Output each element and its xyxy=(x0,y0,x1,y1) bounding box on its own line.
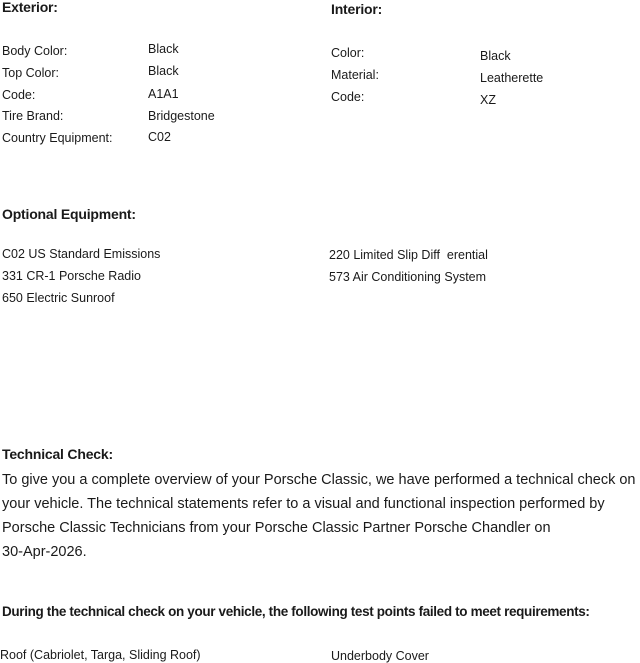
exterior-heading: Exterior: xyxy=(2,0,58,15)
paragraph-line: your vehicle. The technical statements refer to a visual and functional inspection performed by xyxy=(2,496,605,512)
exterior-label: Country Equipment: xyxy=(2,131,113,145)
failed-point-item: Roof (Cabriolet, Targa, Sliding Roof) xyxy=(0,648,201,662)
interior-value: Leatherette xyxy=(480,71,544,85)
interior-value: Black xyxy=(480,49,511,63)
exterior-value: Bridgestone xyxy=(148,109,215,123)
paragraph-line: 30-Apr-2026. xyxy=(2,544,87,560)
interior-label: Code: xyxy=(331,90,365,104)
interior-value: XZ xyxy=(480,93,496,107)
exterior-label: Tire Brand: xyxy=(2,109,64,123)
interior-heading: Interior: xyxy=(331,1,383,17)
exterior-value: Black xyxy=(148,64,179,78)
failed-point-item: Underbody Cover xyxy=(331,649,429,663)
exterior-value: C02 xyxy=(148,130,171,144)
equipment-item: 220 Limited Slip Diff erential xyxy=(329,248,488,262)
paragraph-line: Porsche Classic Technicians from your Porsche Classic Partner Porsche Chandler on xyxy=(2,520,551,536)
exterior-label: Body Color: xyxy=(2,44,68,58)
exterior-label: Top Color: xyxy=(2,66,59,80)
interior-label: Color: xyxy=(331,46,365,60)
exterior-value: Black xyxy=(148,42,179,56)
interior-label: Material: xyxy=(331,68,379,82)
optional-equipment-heading: Optional Equipment: xyxy=(2,206,136,222)
equipment-item: 650 Electric Sunroof xyxy=(2,291,115,305)
failed-points-heading: During the technical check on your vehicle, the following test points failed to meet requirements: xyxy=(2,604,590,619)
equipment-item: C02 US Standard Emissions xyxy=(2,247,161,261)
technical-check-heading: Technical Check: xyxy=(2,446,113,462)
exterior-label: Code: xyxy=(2,88,36,102)
paragraph-line: To give you a complete overview of your Porsche Classic, we have performed a technical check on xyxy=(2,472,636,488)
technical-check-paragraph xyxy=(2,468,640,564)
equipment-item: 573 Air Conditioning System xyxy=(329,270,487,284)
equipment-item: 331 CR-1 Porsche Radio xyxy=(2,269,141,283)
exterior-value: A1A1 xyxy=(148,87,179,101)
